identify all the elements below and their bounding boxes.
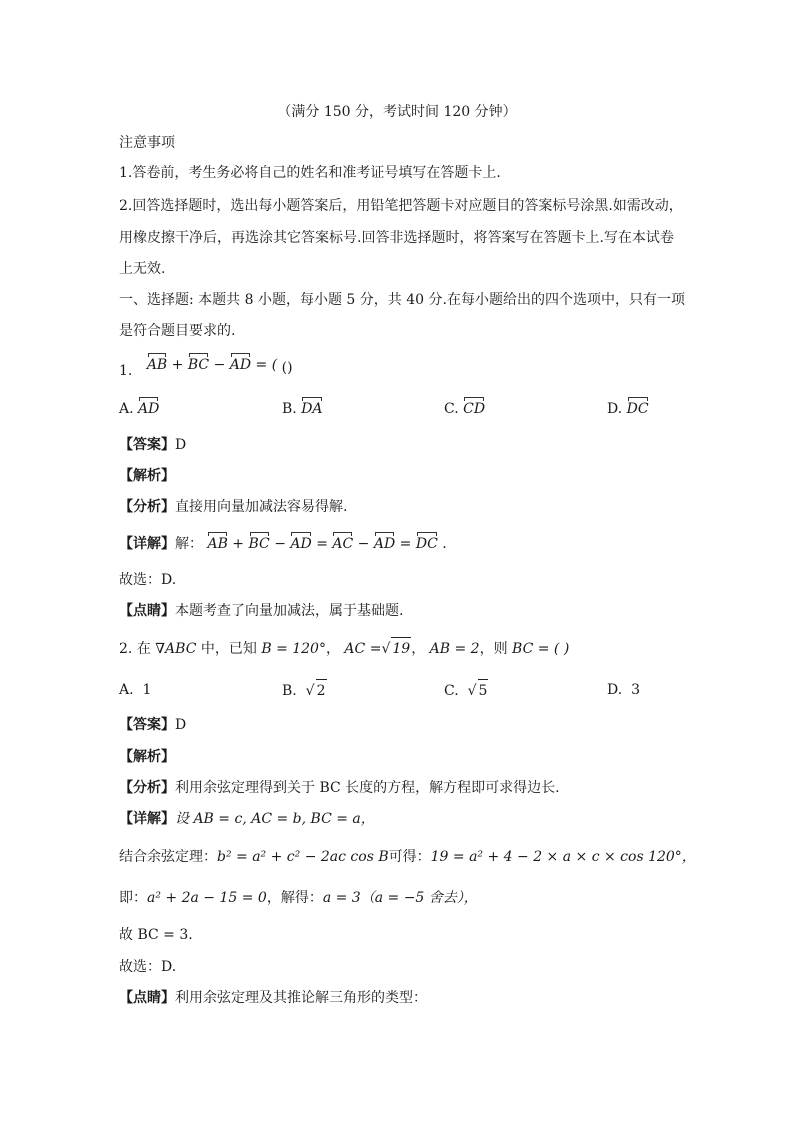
score-time-header: （满分 150 分，考试时间 120 分钟） — [277, 104, 517, 120]
note-2-line-2: 用橡皮擦干净后，再选涂其它答案标号.回答非选择题时，将答案写在答题卡上.写在本试卷 — [119, 230, 674, 246]
question-2-stem: 2. 在 ∇ABC 中，已知 B = 120°， AC =√ 19， AB = 2，则 BC = ( ) — [119, 637, 569, 660]
q1-option-a: A. AD — [119, 398, 159, 420]
q2-comment: 【点睛】利用余弦定理及其推论解三角形的类型： — [119, 990, 427, 1006]
q1-fenxi: 【分析】直接用向量加减法容易得解. — [119, 499, 348, 515]
note-2-line-1: 2.回答选择题时，选出每小题答案后，用铅笔把答题卡对应题目的答案标号涂黑.如需改动， — [119, 198, 683, 214]
question-1-stem — [119, 357, 293, 382]
q2-cosine-law: 结合余弦定理：b² = a² + c² − 2ac cos B可得：19 = a² + 4 − 2 × a × c × cos 120°， — [119, 849, 696, 865]
q1-answer — [119, 434, 186, 456]
q2-analysis-label: 【解析】 — [119, 749, 175, 765]
q2-detail: 【详解】设 AB = c, AC = b, BC = a， — [119, 811, 375, 827]
question-number: 1. — [119, 363, 133, 379]
q1-analysis-label: 【解析】 — [119, 468, 175, 484]
vector-expression: AB + BC − AD = ( — [147, 357, 282, 373]
answer-parentheses: () — [281, 360, 293, 376]
q1-conclusion: 故选：D. — [119, 572, 177, 588]
notes-title: 注意事项 — [119, 135, 175, 151]
q1-option-d: D. DC — [607, 398, 649, 420]
detail-vector-expression: AB + BC − AD = AC − AD = DC — [207, 536, 442, 552]
q2-option-c: C. √ 5 — [444, 679, 488, 702]
q2-fenxi: 【分析】利用余弦定理得到关于 BC 长度的方程，解方程即可求得边长. — [119, 780, 560, 796]
section-1-intro-line-1: 一、选择题: 本题共 8 小题，每小题 5 分，共 40 分.在每小题给出的四个选项中，只有一项 — [119, 292, 685, 308]
q2-answer: 【答案】D — [119, 717, 187, 733]
q2-option-d: D. 3 — [607, 682, 641, 698]
q1-option-c: C. CD — [444, 398, 485, 420]
section-1-intro-line-2: 是符合题目要求的. — [119, 323, 236, 339]
answer-value: D — [175, 437, 187, 453]
q2-option-a: A. 1 — [119, 682, 152, 698]
q2-option-b: B. √ 2 — [282, 679, 327, 702]
q1-detail: 【详解】解： AB + BC − AD = AC − AD = DC . — [119, 533, 447, 555]
q1-option-b: B. DA — [282, 398, 323, 420]
answer-label: 【答案】 — [119, 437, 175, 453]
q2-equation: 即：a² + 2a − 15 = 0，解得：a = 3（a = −5 舍去）， — [119, 890, 478, 906]
q1-comment: 【点睛】本题考查了向量加减法，属于基础题. — [119, 603, 404, 619]
q2-result: 故 BC = 3. — [119, 927, 193, 943]
note-2-line-3: 上无效. — [119, 261, 166, 277]
q2-conclusion: 故选：D. — [119, 959, 177, 975]
note-1: 1.答卷前，考生务必将自己的姓名和准考证号填写在答题卡上. — [119, 165, 501, 181]
